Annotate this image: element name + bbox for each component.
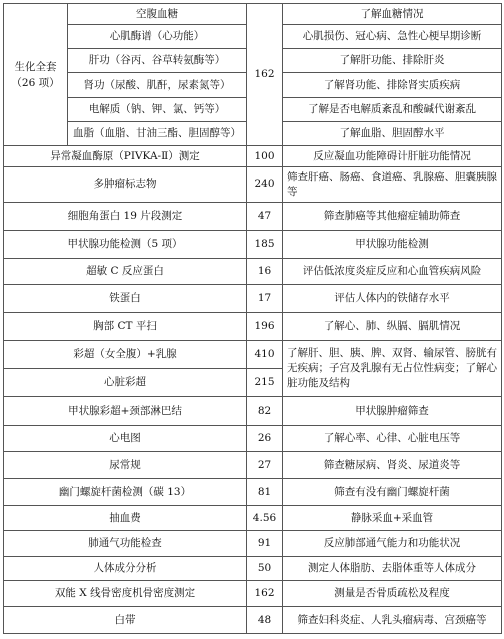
table-row [4, 341, 502, 369]
item-price: 162 [247, 581, 283, 607]
table-row [4, 259, 502, 285]
table-row [4, 203, 502, 231]
item-desc: 测量是否骨质疏松及程度 [283, 581, 502, 607]
checkup-price-table [3, 3, 502, 634]
item-desc: 了解血脂、胆固醇水平 [283, 122, 502, 146]
item-name: 胸部 CT 平扫 [4, 313, 247, 341]
item-name: 异常凝血酶原（PIVKA-Ⅱ）测定 [4, 146, 247, 167]
item-desc: 筛查糖尿病、肾炎、尿道炎等 [283, 452, 502, 479]
item-desc: 了解心、肺、纵膈、膈肌情况 [283, 313, 502, 341]
item-name: 细胞角蛋白 19 片段测定 [4, 203, 247, 231]
table-row [4, 313, 502, 341]
table-row [4, 452, 502, 479]
item-name: 心肌酶谱（心功能） [68, 25, 247, 49]
table-row [4, 581, 502, 607]
item-desc: 了解心率、心律、心脏电压等 [283, 426, 502, 452]
item-name: 白带 [4, 607, 247, 634]
item-price: 47 [247, 203, 283, 231]
item-desc: 反应凝血功能障碍计肝脏功能情况 [283, 146, 502, 167]
item-price: 100 [247, 146, 283, 167]
group-label-cell [4, 4, 68, 146]
group-label-line2: （26 项） [11, 76, 60, 89]
item-desc: 反应肺部通气能力和功能状况 [283, 531, 502, 557]
item-price: 81 [247, 479, 283, 506]
table-row [4, 167, 502, 203]
item-desc: 心肌损伤、冠心病、急性心梗早期诊断 [283, 25, 502, 49]
item-desc: 测定人体脂肪、去脂体重等人体成分 [283, 557, 502, 581]
item-name: 甲状腺功能检测（5 项） [4, 231, 247, 259]
table-row [4, 397, 502, 426]
table-row [4, 146, 502, 167]
item-name: 甲状腺彩超+颈部淋巴结 [4, 397, 247, 426]
item-price: 50 [247, 557, 283, 581]
table-row [4, 231, 502, 259]
table-row [4, 426, 502, 452]
item-name: 尿常规 [4, 452, 247, 479]
table-row [4, 607, 502, 634]
table-row [4, 506, 502, 531]
item-price: 215 [247, 369, 283, 397]
item-desc: 静脉采血+采血管 [283, 506, 502, 531]
item-name: 幽门螺旋杆菌检测（碳 13） [4, 479, 247, 506]
item-desc: 了解是否电解质紊乱和酸碱代谢紊乱 [283, 98, 502, 122]
table-row [4, 285, 502, 313]
item-desc: 了解肝、胆、胰、脾、双肾、输尿管、膀胱有无疾病；子宫及乳腺有无占位性病变；了解心脏功能及结构 [283, 341, 502, 397]
item-price: 82 [247, 397, 283, 426]
item-desc: 筛查肺癌等其他瘤症辅助筛查 [283, 203, 502, 231]
item-name: 肺通气功能检查 [4, 531, 247, 557]
item-name: 多肿瘤标志物 [4, 167, 247, 203]
item-desc: 筛查有没有幽门螺旋杆菌 [283, 479, 502, 506]
item-name: 空腹血糖 [68, 4, 247, 25]
item-desc: 评估人体内的铁储存水平 [283, 285, 502, 313]
item-desc: 甲状腺功能检测 [283, 231, 502, 259]
table-row [4, 4, 502, 25]
item-price: 185 [247, 231, 283, 259]
item-price: 91 [247, 531, 283, 557]
item-name: 肝功（谷丙、谷草转氨酶等） [68, 49, 247, 73]
item-price: 4.56 [247, 506, 283, 531]
item-desc: 筛查肝癌、肠癌、食道癌、乳腺癌、胆囊胰腺等 [283, 167, 502, 203]
item-name: 铁蛋白 [4, 285, 247, 313]
table-row [4, 479, 502, 506]
item-name: 肾功（尿酸、肌酐，尿素氮等） [68, 73, 247, 98]
item-price: 16 [247, 259, 283, 285]
item-price: 48 [247, 607, 283, 634]
item-desc: 了解血糖情况 [283, 4, 502, 25]
item-price: 196 [247, 313, 283, 341]
item-name: 双能 X 线骨密度机骨密度测定 [4, 581, 247, 607]
item-price: 27 [247, 452, 283, 479]
item-desc: 了解肝功能、排除肝炎 [283, 49, 502, 73]
item-name: 超敏 C 反应蛋白 [4, 259, 247, 285]
item-name: 心电图 [4, 426, 247, 452]
item-desc: 甲状腺肿瘤筛查 [283, 397, 502, 426]
group-price: 162 [247, 4, 283, 146]
item-price: 17 [247, 285, 283, 313]
item-desc: 了解肾功能、排除肾实质疾病 [283, 73, 502, 98]
item-name: 抽血费 [4, 506, 247, 531]
item-price: 410 [247, 341, 283, 369]
item-name: 电解质（钠、钾、氯、钙等） [68, 98, 247, 122]
item-desc: 评估低浓度炎症反应和心血管疾病风险 [283, 259, 502, 285]
item-price: 240 [247, 167, 283, 203]
item-price: 26 [247, 426, 283, 452]
table-row [4, 557, 502, 581]
group-label-line1: 生化全套 [14, 60, 57, 73]
table-row [4, 531, 502, 557]
item-desc: 筛查妇科炎症、人乳头瘤病毒、宫颈癌等 [283, 607, 502, 634]
item-name: 人体成分分析 [4, 557, 247, 581]
item-name: 心脏彩超 [4, 369, 247, 397]
item-name: 血脂（血脂、甘油三酯、胆固醇等） [68, 122, 247, 146]
item-name: 彩超（女全腹）+乳腺 [4, 341, 247, 369]
